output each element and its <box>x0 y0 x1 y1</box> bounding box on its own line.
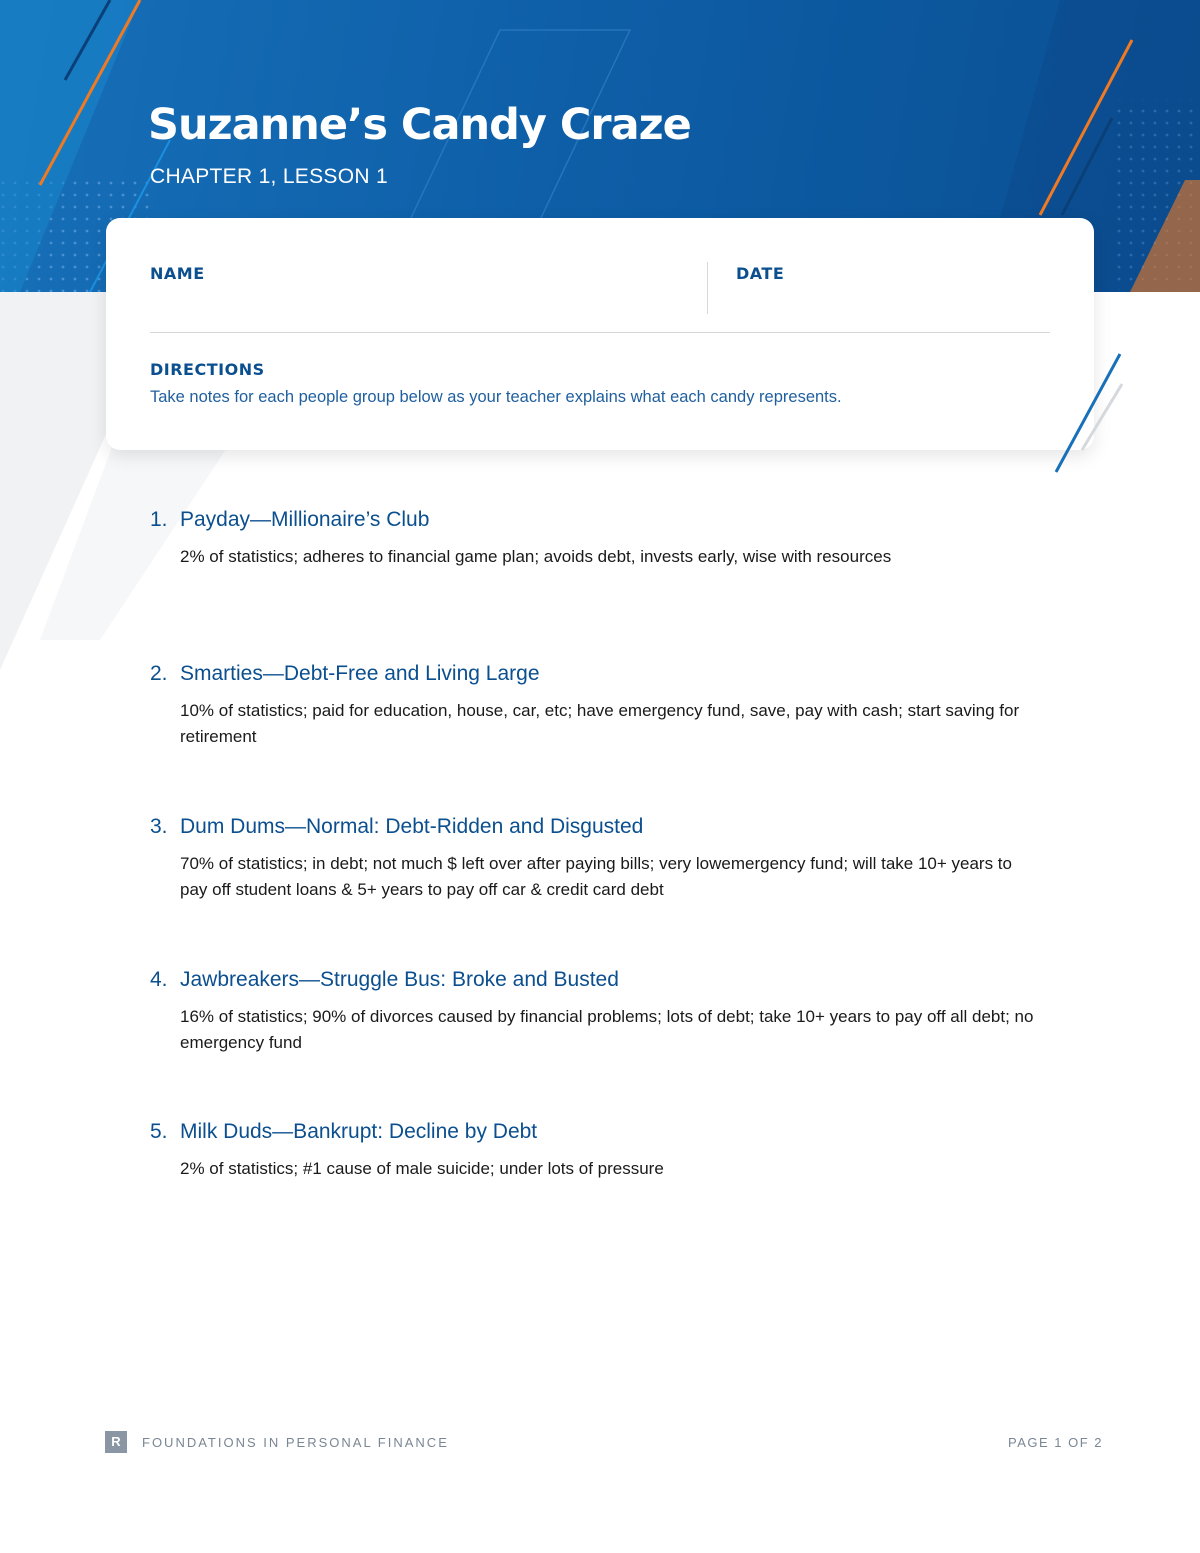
directions-label: DIRECTIONS <box>150 360 265 379</box>
item-description: 2% of statistics; #1 cause of male suicide; under lots of pressure <box>180 1159 664 1178</box>
item-description: 2% of statistics; adheres to financial game plan; avoids debt, invests early, wise with resources <box>180 547 892 566</box>
item-title <box>150 968 1050 992</box>
date-label: DATE <box>736 264 785 283</box>
item-description: 16% of statistics; 90% of divorces caused by financial problems; lots of debt; take 10+ years to pay off all debt; no emergency fund <box>180 1007 1034 1052</box>
item-description: 70% of statistics; in debt; not much $ left over after paying bills; very lowemergency fund; will take 10+ years to pay off student loans & 5+ years to pay off car & credit card debt <box>180 854 1012 899</box>
item-title <box>150 508 1050 532</box>
list-item <box>150 662 1050 750</box>
item-description: 10% of statistics; paid for education, house, car, etc; have emergency fund, save, pay with cash; start saving for retirement <box>180 701 1020 746</box>
field-divider <box>707 262 708 314</box>
item-title <box>150 662 1050 686</box>
item-number: 3. <box>150 815 168 838</box>
item-number: 4. <box>150 968 168 991</box>
directions-text: Take notes for each people group below as your teacher explains what each candy represents. <box>150 388 842 406</box>
brand-logo-icon: R <box>105 1431 127 1453</box>
item-title-text: Dum Dums—Normal: Debt-Ridden and Disgusted <box>180 815 644 838</box>
list-item <box>150 815 1050 903</box>
list-item <box>150 1120 1050 1182</box>
item-number: 2. <box>150 662 168 685</box>
list-item <box>150 968 1050 1056</box>
item-title-text: Milk Duds—Bankrupt: Decline by Debt <box>180 1120 538 1143</box>
footer-page-number: PAGE 1 OF 2 <box>1008 1435 1104 1450</box>
item-title <box>150 815 1050 839</box>
form-card <box>106 218 1094 450</box>
page-title: Suzanne’s Candy Craze <box>148 100 691 150</box>
side-decoration <box>1040 340 1130 480</box>
item-title-text: Payday—Millionaire’s Club <box>180 508 430 531</box>
item-number: 1. <box>150 508 168 531</box>
list-item <box>150 508 1050 570</box>
item-title-text: Smarties—Debt-Free and Living Large <box>180 662 540 685</box>
page-subtitle: CHAPTER 1, LESSON 1 <box>150 165 388 188</box>
item-title <box>150 1120 1050 1144</box>
item-number: 5. <box>150 1120 168 1143</box>
item-title-text: Jawbreakers—Struggle Bus: Broke and Busted <box>180 968 619 991</box>
name-label: NAME <box>150 264 205 283</box>
section-divider <box>150 332 1050 333</box>
footer-course-name: FOUNDATIONS IN PERSONAL FINANCE <box>142 1435 449 1450</box>
